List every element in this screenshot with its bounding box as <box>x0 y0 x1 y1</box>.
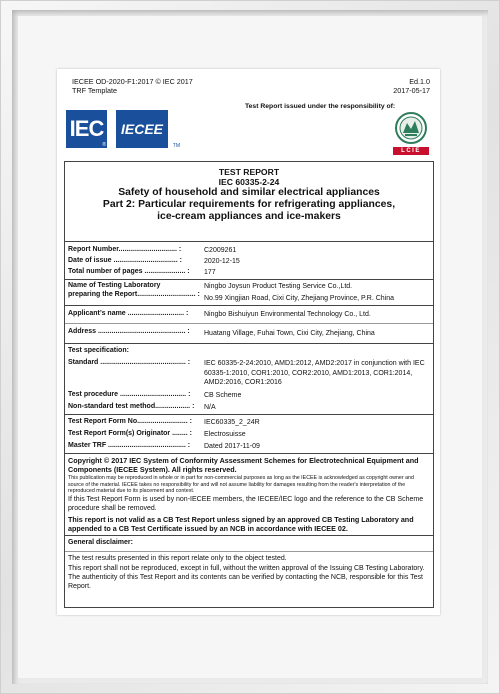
iecee-logo-text: IECEE <box>120 121 163 137</box>
report-number-label: Report Number.............................. : <box>68 246 182 253</box>
applicant-name-label: Applicant’s name ............................. : <box>68 310 189 317</box>
lcie-logo <box>393 109 429 157</box>
divider <box>65 323 433 324</box>
lab-address: No.99 Xingjian Road, Cixi City, Zhejiang Province, P.R. China <box>204 295 395 302</box>
test-spec-heading: Test specification: <box>68 347 129 354</box>
title-line-3: ice-cream appliances and ice-makers <box>157 211 341 222</box>
divider <box>65 453 433 454</box>
edition-date: 2017-05-17 <box>393 86 430 95</box>
copyright-fine-print: This publication may be reproduced in whole or in part for non-commercial purposes as long as the IECEE is acknowledged as copyright owner and source of the material. IECEE takes no responsibility for and will not assume liability for damages resulting from the reader's interpretation of the reproduced material due to its placement and context. <box>68 475 414 494</box>
copyright-title: Copyright © 2017 IEC System of Conformity Assessment Schemes for Electrotechnical Equipment and Components (IECEE System). All rights reserved. <box>68 456 419 474</box>
validity-note: This report is not valid as a CB Test Report unless signed by an approved CB Testing Laboratory and appended to a CB Test Certificate issued by an NCB in accordance with IECEE 02. <box>68 515 414 533</box>
test-report-page <box>57 69 440 615</box>
report-box <box>64 161 434 608</box>
test-procedure-label: Test procedure .................................. : <box>68 391 191 398</box>
trf-number-value: IEC60335_2_24R <box>204 419 260 426</box>
divider <box>65 279 433 280</box>
master-trf-label: Master TRF ........................................ : <box>68 442 191 449</box>
title-line-1: Safety of household and similar electrical appliances <box>118 187 380 198</box>
test-procedure-value: CB Scheme <box>204 392 242 399</box>
date-of-issue-label: Date of issue ................................. : <box>68 257 182 264</box>
title-line-2: Part 2: Particular requirements for refrigerating appliances, <box>102 199 396 210</box>
disclaimer-heading: General disclaimer: <box>68 539 133 546</box>
applicant-name: Ningbo Bishuiyun Environmental Technology Co., Ltd. <box>204 311 371 318</box>
standard-value: IEC 60335-2-24:2010, AMD1:2012, AMD2:2017 in conjunction with IEC 60335-1:2010, COR1:2010, COR2:2010, AMD1:2013, COR1:2014, AMD2:2016, COR1:2016 <box>204 360 425 386</box>
report-heading: TEST REPORT <box>218 167 280 177</box>
responsibility-note: Test Report issued under the responsibility of: <box>245 103 396 110</box>
lab-label-line2: preparing the Report.............................. : <box>68 291 200 298</box>
lcie-emblem-icon <box>393 109 429 147</box>
disclaimer-p1: The test results presented in this report relate only to the object tested. <box>68 555 287 562</box>
template-code: IECEE OD-2020-F1:2017 © IEC 2017 <box>72 77 193 86</box>
trf-originator-value: Electrosuisse <box>204 431 246 438</box>
lab-label-line1: Name of Testing Laboratory <box>68 282 161 289</box>
applicant-address-label: Address ............................................. : <box>68 328 190 335</box>
total-pages-label: Total number of pages ..................... : <box>68 268 190 275</box>
divider <box>65 551 433 552</box>
non-standard-method-label: Non-standard test method.................. : <box>68 403 195 410</box>
lab-name: Ningbo Joysun Product Testing Service Co.,Ltd. <box>204 283 353 290</box>
divider <box>65 343 433 344</box>
standard-label: Standard ............................................ : <box>68 359 191 366</box>
title-block <box>65 162 433 242</box>
edition-info <box>393 77 430 95</box>
non-iecee-note: If this Test Report Form is used by non-IECEE members, the IECEE/IEC logo and the reference to the CB Scheme procedure shall be removed. <box>68 496 424 512</box>
standard-heading: IEC 60335-2-24 <box>218 177 280 187</box>
trf-number-label: Test Report Form No.......................... : <box>68 418 192 425</box>
divider <box>65 414 433 415</box>
trf-originator-label: Test Report Form(s) Originator ........ : <box>68 430 192 437</box>
iec-logo-text: IEC <box>69 116 104 141</box>
template-type: TRF Template <box>72 86 118 95</box>
report-number-value: C2009261 <box>204 247 237 254</box>
edition: Ed.1.0 <box>409 77 430 86</box>
master-trf-value: Dated 2017-11-09 <box>204 443 260 450</box>
non-standard-method-value: N/A <box>204 404 216 411</box>
iec-logo: IEC ® <box>66 110 107 148</box>
disclaimer-p2: This report shall not be reproduced, except in full, without the written approval of the Issuing CB Testing Laboratory. The authenticity of this Test Report and its contents can be verified by contacting the NCB, responsible for this Test Report. <box>68 565 425 590</box>
divider <box>65 305 433 306</box>
total-pages-value: 177 <box>204 269 216 276</box>
template-info <box>72 77 193 95</box>
date-of-issue-value: 2020-12-15 <box>204 258 240 265</box>
lcie-label: LCIE <box>393 147 429 155</box>
divider <box>65 535 433 536</box>
applicant-address: Huatang Village, Fuhai Town, Cixi City, Zhejiang, China <box>204 330 375 337</box>
iecee-logo: IECEE TM <box>116 110 168 148</box>
